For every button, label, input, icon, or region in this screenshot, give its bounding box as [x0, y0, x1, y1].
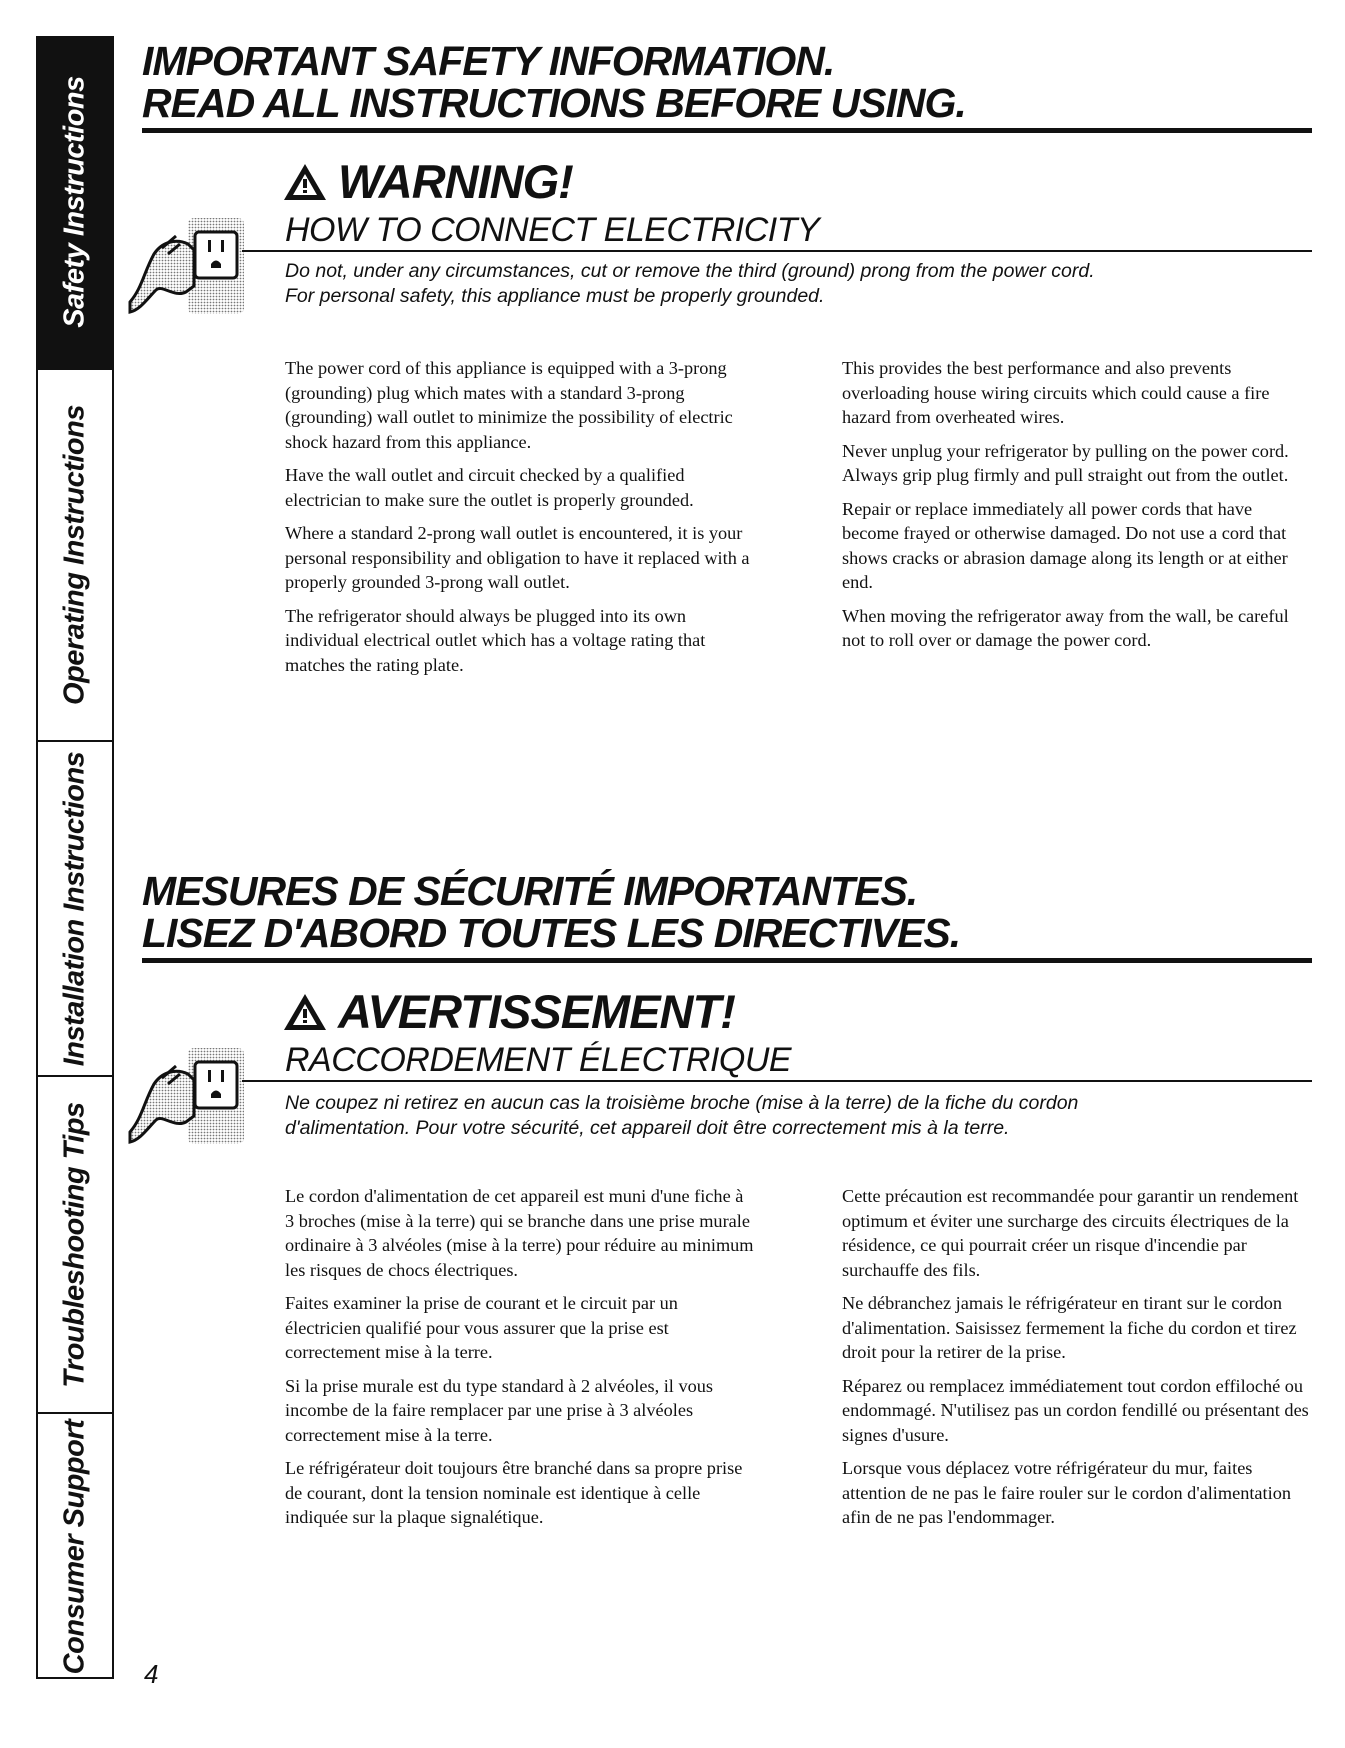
warning-title	[282, 984, 735, 1039]
heading-rule	[142, 958, 1312, 963]
paragraph: Lorsque vous déplacez votre réfrigérateur du mur, faites attention de ne pas le faire rouler sur le cordon d'alimentation afin de ne pas l'endommager.	[842, 1458, 1291, 1527]
body-columns	[285, 1184, 1312, 1539]
body-columns	[285, 356, 1312, 686]
note-line-1: Do not, under any circumstances, cut or remove the third (ground) prong from the power cord.	[285, 260, 1095, 282]
warning-triangle-icon	[282, 162, 328, 202]
subheading-rule	[242, 250, 1312, 252]
grounding-warning-note	[285, 1091, 1285, 1141]
paragraph: The refrigerator should always be plugged into its own individual electrical outlet which has a voltage rating that matches the rating plate.	[285, 605, 706, 675]
paragraph: Ne débranchez jamais le réfrigérateur en tirant sur le cordon d'alimentation. Saisissez fermement la fiche du cordon et tirez droit pour la retirer de la prise.	[842, 1293, 1297, 1362]
english-safety-section	[142, 38, 1312, 675]
tab-installation-instructions[interactable]	[38, 742, 112, 1077]
tab-troubleshooting-tips[interactable]	[38, 1077, 112, 1414]
page-number: 4	[144, 1659, 159, 1689]
left-column	[285, 1184, 755, 1539]
right-column	[842, 1184, 1312, 1539]
plug-outlet-icon	[128, 214, 246, 318]
heading-line-1: IMPORTANT SAFETY INFORMATION.	[142, 38, 835, 84]
note-line-2: For personal safety, this appliance must be properly grounded.	[285, 285, 825, 307]
heading-rule	[142, 128, 1312, 133]
paragraph: Faites examiner la prise de courant et le circuit par un électricien qualifié pour vous assurer que la prise est correctement mise à la terre.	[285, 1293, 678, 1362]
paragraph: Réparez ou remplacez immédiatement tout cordon effiloché ou endommagé. N'utilisez pas un cordon fendillé ou présentant des signes d'usure.	[842, 1375, 1309, 1445]
heading-line-2: READ ALL INSTRUCTIONS BEFORE USING.	[142, 80, 966, 126]
main-heading	[142, 870, 1312, 954]
paragraph: The power cord of this appliance is equipped with a 3-prong (grounding) plug which mates with a standard 3-prong (grounding) wall outlet to minimize the possibility of electric shock hazard from this appliance.	[285, 358, 733, 452]
heading-line-2: LISEZ D'ABORD TOUTES LES DIRECTIVES.	[142, 910, 961, 956]
tab-label: Installation Instructions	[58, 751, 91, 1066]
paragraph: Le cordon d'alimentation de cet appareil est muni d'une fiche à 3 broches (mise à la terre) qui se branche dans une prise murale ordinaire à 3 alvéoles (mise à la terre) pour réduire au minimum les risques de chocs électriques.	[285, 1186, 754, 1280]
paragraph: Never unplug your refrigerator by pulling on the power cord. Always grip plug firmly and pull straight out from the outlet.	[842, 440, 1289, 485]
warning-label: AVERTISSEMENT!	[338, 985, 735, 1038]
subheading-rule	[242, 1080, 1312, 1082]
section-tabs	[36, 36, 114, 1679]
tab-label: Consumer Support	[58, 1419, 91, 1674]
paragraph: Repair or replace immediately all power cords that have become frayed or otherwise damaged. Do not use a cord that shows cracks or abrasion damage along its length or at either end.	[842, 498, 1288, 592]
heading-line-1: MESURES DE SÉCURITÉ IMPORTANTES.	[142, 868, 918, 914]
main-heading	[142, 40, 1312, 124]
warning-title	[282, 154, 573, 209]
paragraph: Where a standard 2-prong wall outlet is encountered, it is your personal responsibility and obligation to have it replaced with a properly grounded 3-prong wall outlet.	[285, 523, 750, 592]
tab-label: Safety Instructions	[58, 76, 91, 328]
paragraph: Le réfrigérateur doit toujours être branché dans sa propre prise de courant, dont la tension nominale est identique à celle indiquée sur la plaque signalétique.	[285, 1458, 743, 1527]
paragraph: Si la prise murale est du type standard à 2 alvéoles, il vous incombe de la faire remplacer par une prise à 3 alvéoles correctement mise à la terre.	[285, 1375, 713, 1445]
section-subheading: HOW TO CONNECT ELECTRICITY	[285, 211, 820, 249]
paragraph: Have the wall outlet and circuit checked by a qualified electrician to make sure the outlet is properly grounded.	[285, 465, 694, 510]
french-safety-section	[142, 868, 1312, 1527]
paragraph: When moving the refrigerator away from the wall, be careful not to roll over or damage the power cord.	[842, 605, 1289, 650]
tab-operating-instructions[interactable]	[38, 370, 112, 742]
note-line-2: d'alimentation. Pour votre sécurité, cet appareil doit être correctement mis à la terre.	[285, 1117, 1010, 1139]
section-subheading: RACCORDEMENT ÉLECTRIQUE	[285, 1041, 792, 1079]
plug-outlet-icon	[128, 1044, 246, 1148]
paragraph: Cette précaution est recommandée pour garantir un rendement optimum et éviter une surcharge des circuits électriques de la résidence, ce qui pourrait créer un risque d'incendie par surchauffe des fils.	[842, 1186, 1299, 1280]
warning-label: WARNING!	[338, 155, 573, 208]
tab-label: Operating Instructions	[58, 405, 91, 705]
left-column	[285, 356, 755, 686]
note-line-1: Ne coupez ni retirez en aucun cas la troisième broche (mise à la terre) de la fiche du cordon	[285, 1092, 1079, 1114]
grounding-warning-note	[285, 259, 1285, 309]
warning-triangle-icon	[282, 992, 328, 1032]
tab-label: Troubleshooting Tips	[58, 1101, 91, 1388]
paragraph: This provides the best performance and also prevents overloading house wiring circuits which could cause a fire hazard from overheated wires.	[842, 358, 1270, 427]
tab-safety-instructions[interactable]	[38, 36, 112, 370]
tab-consumer-support[interactable]	[38, 1414, 112, 1679]
right-column	[842, 356, 1312, 686]
